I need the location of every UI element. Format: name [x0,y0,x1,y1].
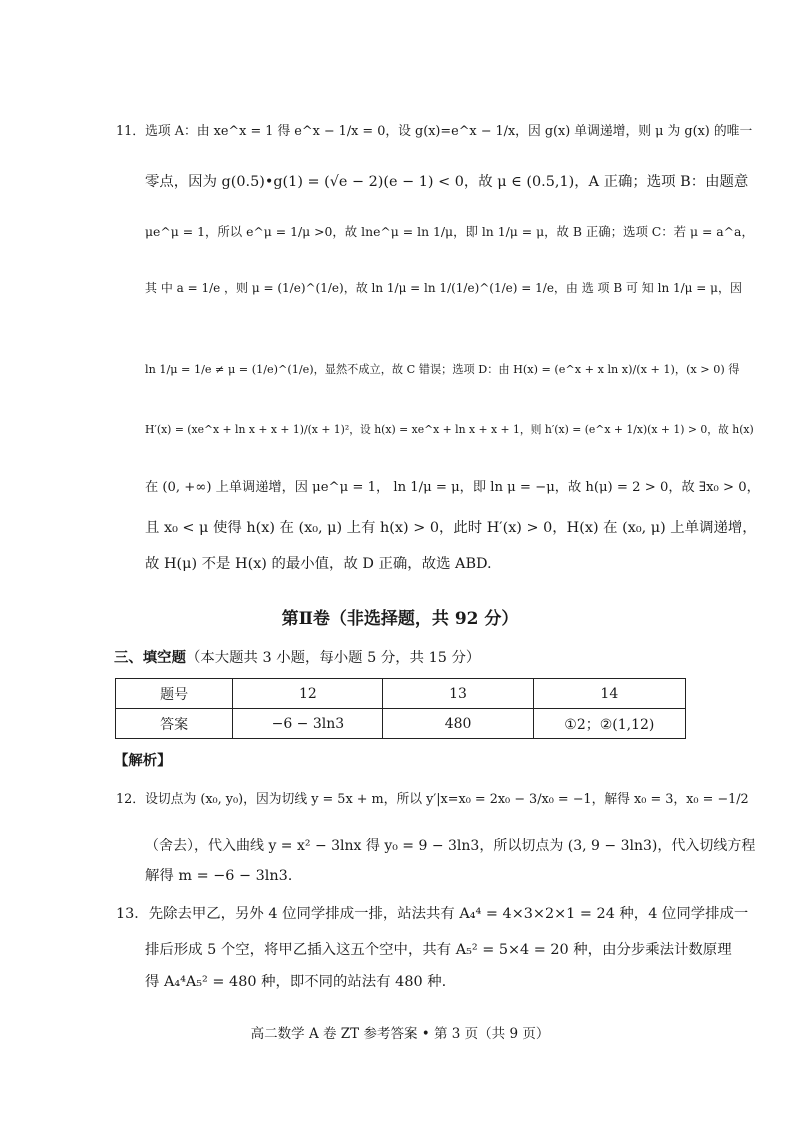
answer-table-row [116,709,686,739]
q11-line-7: 在 (0, +∞) 上单调递增，因 μe^μ = 1， ln 1/μ = μ，即 ln μ = −μ，故 h(μ) = 2 > 0，故 ∃x₀ > 0， [145,480,760,495]
answer-table-cell: −6 − 3ln3 [233,709,383,739]
section-heading-note: （本大题共 3 小题，每小题 5 分，共 15 分） [185,650,481,666]
q12-line-2: （舍去），代入曲线 y = x² − 3lnx 得 y₀ = 9 − 3ln3，所以切点为 (3, 9 − 3ln3)，代入切线方程 [145,838,756,854]
section-heading [114,646,480,667]
answer-table-header-cell: 题号 [116,679,233,709]
q13-line-3: 得 A₄⁴A₅² = 480 种，即不同的站法有 480 种. [145,974,447,990]
answer-table-cell: ①2；②(1,12) [533,709,685,739]
answer-table-cell: 答案 [116,709,233,739]
q11-line-1: 11．选项 A：由 xe^x = 1 得 e^x − 1/x = 0，设 g(x)=e^x − 1/x，因 g(x) 单调递增，则 μ 为 g(x) 的唯一 [116,124,753,139]
q13-line-1: 13．先除去甲乙，另外 4 位同学排成一排，站法共有 A₄⁴ = 4×3×2×1 = 24 种，4 位同学排成一 [116,906,749,922]
analysis-label: 【解析】 [114,752,172,769]
q12-line-1: 12．设切点为 (x₀, y₀)，因为切线 y = 5x + m，所以 y′|x=x₀ = 2x₀ − 3/x₀ = −1，解得 x₀ = 3，x₀ = −1/2 [116,792,749,807]
page-footer: 高二数学 A 卷 ZT 参考答案 • 第 3 页（共 9 页） [250,1026,550,1042]
q11-line-4: 其 中 a = 1/e ，则 μ = (1/e)^(1/e)，故 ln 1/μ = ln 1/(1/e)^(1/e) = 1/e，由 选 项 B 可 知 ln 1/μ = μ，因 [145,281,742,295]
q13-line-2: 排后形成 5 个空，将甲乙插入这五个空中，共有 A₅² = 5×4 = 20 种，由分步乘法计数原理 [145,942,732,958]
q11-line-2: 零点，因为 g(0.5)•g(1) = (√e − 2)(e − 1) < 0，故 μ ∈ (0.5,1)，A 正确；选项 B：由题意 [145,174,749,190]
answer-table-header-cell: 14 [533,679,685,709]
section-heading-label: 三、填空题 [114,649,186,666]
q11-line-5: ln 1/μ = 1/e ≠ μ = (1/e)^(1/e)，显然不成立，故 C 错误；选项 D：由 H(x) = (e^x + x ln x)/(x + 1)，(x > 0) 得 [145,363,740,376]
answer-table [115,678,686,739]
q12-line-3: 解得 m = −6 − 3ln3. [145,868,293,884]
answer-table-header-cell: 12 [233,679,383,709]
answer-table-header-row [116,679,686,709]
answer-table-header-cell: 13 [383,679,533,709]
q11-line-6: H′(x) = (xe^x + ln x + x + 1)/(x + 1)²，设 h(x) = xe^x + ln x + x + 1，则 h′(x) = (e^x + 1/x)(x + 1) > 0，故 h(x) [145,423,754,436]
q11-line-3: μe^μ = 1，所以 e^μ = 1/μ >0，故 lne^μ = ln 1/μ，即 ln 1/μ = μ，故 B 正确；选项 C：若 μ = a^a， [145,224,754,239]
q11-line-9: 故 H(μ) 不是 H(x) 的最小值，故 D 正确，故选 ABD. [145,556,492,572]
answer-table-cell: 480 [383,709,533,739]
section-title: 第Ⅱ卷（非选择题，共 92 分） [281,609,519,629]
q11-line-8: 且 x₀ < μ 使得 h(x) 在 (x₀, μ) 上有 h(x) > 0，此时 H′(x) > 0，H(x) 在 (x₀, μ) 上单调递增， [145,520,757,536]
